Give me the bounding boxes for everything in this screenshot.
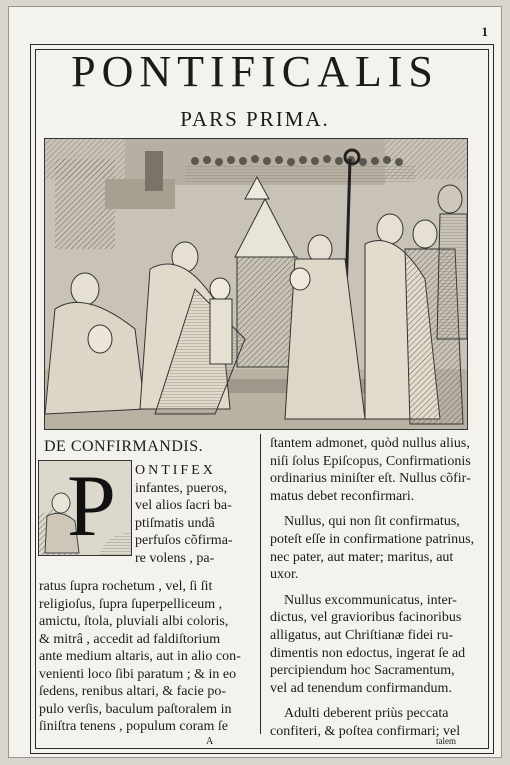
text-line: percipiendum hoc Sacramentum, xyxy=(270,663,455,679)
text-line: ſiniſtra tenens , populum coram ſe xyxy=(39,719,228,734)
text-line: dimentis non edoctus, ingerat ſe ad xyxy=(270,645,466,661)
column-divider xyxy=(260,434,261,734)
text-line: & mitrâ , accedit ad faldiſtorium xyxy=(39,631,221,647)
text-line: ratus ſupra rochetum , vel, ſi ſit xyxy=(39,579,213,594)
text-line: ſedens, renibus altari, & facie po- xyxy=(39,684,226,699)
text-line: nec pater, aut mater; maritus, aut xyxy=(270,549,454,565)
text-line: vel alios ſacri ba- xyxy=(135,498,232,513)
text-line: ONTIFEX xyxy=(135,463,216,478)
paragraph xyxy=(270,513,490,583)
text-line: poteſt eſſe in confirmatione patrinus, xyxy=(270,531,475,547)
paragraph xyxy=(270,592,490,698)
text-line: confiteri, & poſtea confirmari; vel xyxy=(270,723,461,739)
text-line: ſtantem admonet, quòd nullus alius, xyxy=(270,436,470,451)
text-line: venienti loco ſibi paratum ; & in eo xyxy=(39,666,237,682)
initial-letter: P xyxy=(67,460,116,555)
text-line: Nullus excommunicatus, inter- xyxy=(284,592,457,608)
page-number: 1 xyxy=(481,24,488,39)
text-line: uxor. xyxy=(270,567,299,583)
text-line: infantes, pueros, xyxy=(135,480,228,496)
text-line: re volens , pa- xyxy=(135,550,215,566)
text-line: niſi ſolus Epiſcopus, Confirmationis xyxy=(270,453,471,469)
text-line: matus debet reconfirmari. xyxy=(270,488,415,504)
left-column-top-text xyxy=(135,462,257,567)
text-line: ordinarius miniſter eſt. Nullus cõfir- xyxy=(270,471,471,487)
decorated-initial xyxy=(38,460,132,556)
page-title: PONTIFICALIS xyxy=(71,47,439,96)
text-line: Nullus, qui non ſit confirmatus, xyxy=(284,514,460,530)
book-page xyxy=(8,6,502,758)
text-line: amictu, ſtola, pluviali albi coloris, xyxy=(39,614,229,629)
engraving-illustration xyxy=(45,139,467,429)
text-line: dictus, vel gravioribus facinoribus xyxy=(270,610,462,626)
right-column-text xyxy=(270,435,490,749)
text-line: religioſus, ſupra ſuperpelliceum , xyxy=(39,596,223,612)
confirmation-engraving xyxy=(44,138,468,430)
text-line: Adulti deberent priùs peccata xyxy=(284,706,449,722)
text-line: ptiſmatis undâ xyxy=(135,515,215,531)
paragraph xyxy=(270,435,490,505)
text-line: pulo verſis, baculum paſtoralem in xyxy=(39,701,232,717)
text-line: perfuſos cõfirma- xyxy=(135,533,233,548)
text-line: alligatus, aut Chriſtianæ fidei ru- xyxy=(270,627,454,643)
signature-mark: A xyxy=(206,736,214,747)
text-line: ante medium altaris, aut in alio con- xyxy=(39,649,241,664)
left-column-text xyxy=(39,578,257,736)
catchword: talem xyxy=(436,736,456,746)
text-line: vel ad tenendum confirmandum. xyxy=(270,680,452,696)
page-subtitle: PARS PRIMA. xyxy=(180,107,330,131)
section-heading: DE CONFIRMANDIS. xyxy=(44,438,204,455)
paragraph xyxy=(270,705,490,740)
